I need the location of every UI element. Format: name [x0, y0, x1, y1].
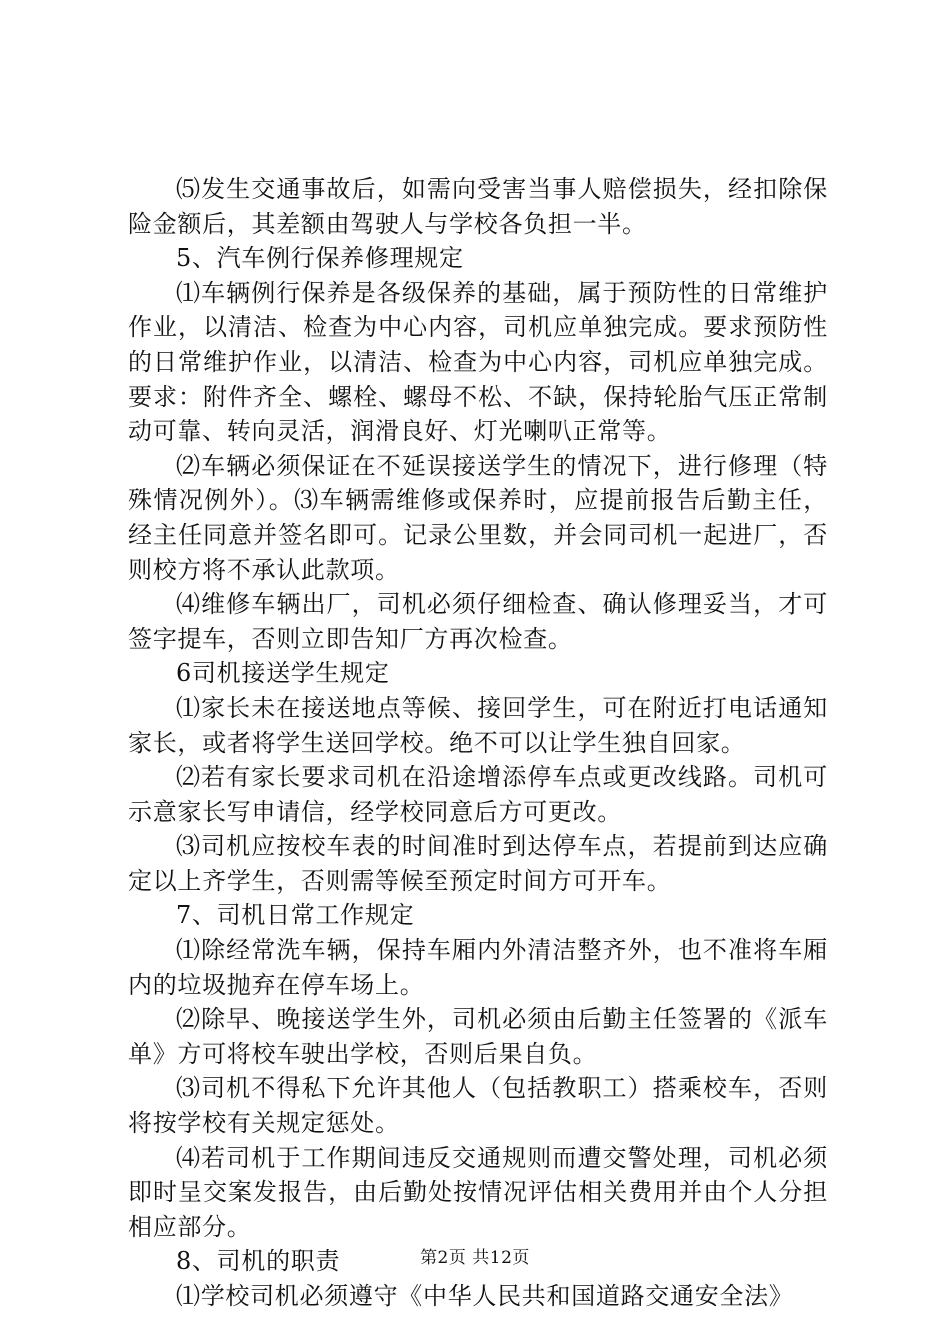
paragraph: ⑴家长未在接送地点等候、接回学生，可在附近打电话通知家长，或者将学生送回学校。绝不可以让学生独自回家。 — [128, 693, 828, 757]
paragraph: ⑷若司机于工作期间违反交通规则而遭交警处理，司机必须即时呈交案发报告，由后勤处按情况评估相关费用并由个人分担相应部分。 — [128, 1143, 828, 1241]
paragraph: ⑶司机应按校车表的时间准时到达停车点，若提前到达应确定以上齐学生，否则需等候至预定时间方可开车。 — [128, 832, 828, 895]
paragraph: ⑷维修车辆出厂，司机必须仔细检查、确认修理妥当，才可签字提车，否则立即告知厂方再次检查。 — [128, 590, 828, 653]
section-heading: 7、司机日常工作规定 — [176, 901, 415, 930]
paragraph: ⑴除经常洗车辆，保持车厢内外清洁整齐外，也不准将车厢内的垃圾抛弃在停车场上。 — [128, 936, 828, 999]
paragraph: ⑵若有家长要求司机在沿途增添停车点或更改线路。司机可示意家长写申请信，经学校同意后方可更改。 — [128, 763, 828, 826]
section-heading: 5、汽车例行保养修理规定 — [176, 244, 464, 273]
section-heading: 6司机接送学生规定 — [176, 659, 390, 688]
paragraph: ⑸发生交通事故后，如需向受害当事人赔偿损失，经扣除保险金额后，其差额由驾驶人与学校各负担一半。 — [128, 175, 828, 238]
paragraph: ⑴学校司机必须遵守《中华人民共和国道路交通安全法》 — [176, 1282, 794, 1310]
paragraph: ⑴车辆例行保养是各级保养的基础，属于预防性的日常维护作业，以清洁、检查为中心内容，司机应单独完成。要求预防性的日常维护作业，以清洁、检查为中心内容，司机应单独完成。要求：附件齐全、螺栓、螺母不松、不缺，保持轮胎气压正常制动可靠、转向灵活，润滑良好、灯光喇叭正常等。 — [128, 278, 828, 446]
document-body — [128, 172, 828, 1314]
paragraph: ⑵车辆必须保证在不延误接送学生的情况下，进行修理（特殊情况例外）。⑶车辆需维修或保养时，应提前报告后勤主任，经主任同意并签名即可。记录公里数，并会同司机一起进厂，否则校方将不承认此款项。 — [128, 451, 828, 584]
section-heading: 8、司机的职责 — [176, 1247, 341, 1276]
paragraph: ⑵除早、晚接送学生外，司机必须由后勤主任签署的《派车单》方可将校车驶出学校，否则后果自负。 — [128, 1005, 828, 1068]
page-footer: 第2页 共12页 — [420, 1248, 530, 1268]
paragraph: ⑶司机不得私下允许其他人（包括教职工）搭乘校车，否则将按学校有关规定惩处。 — [128, 1074, 828, 1138]
